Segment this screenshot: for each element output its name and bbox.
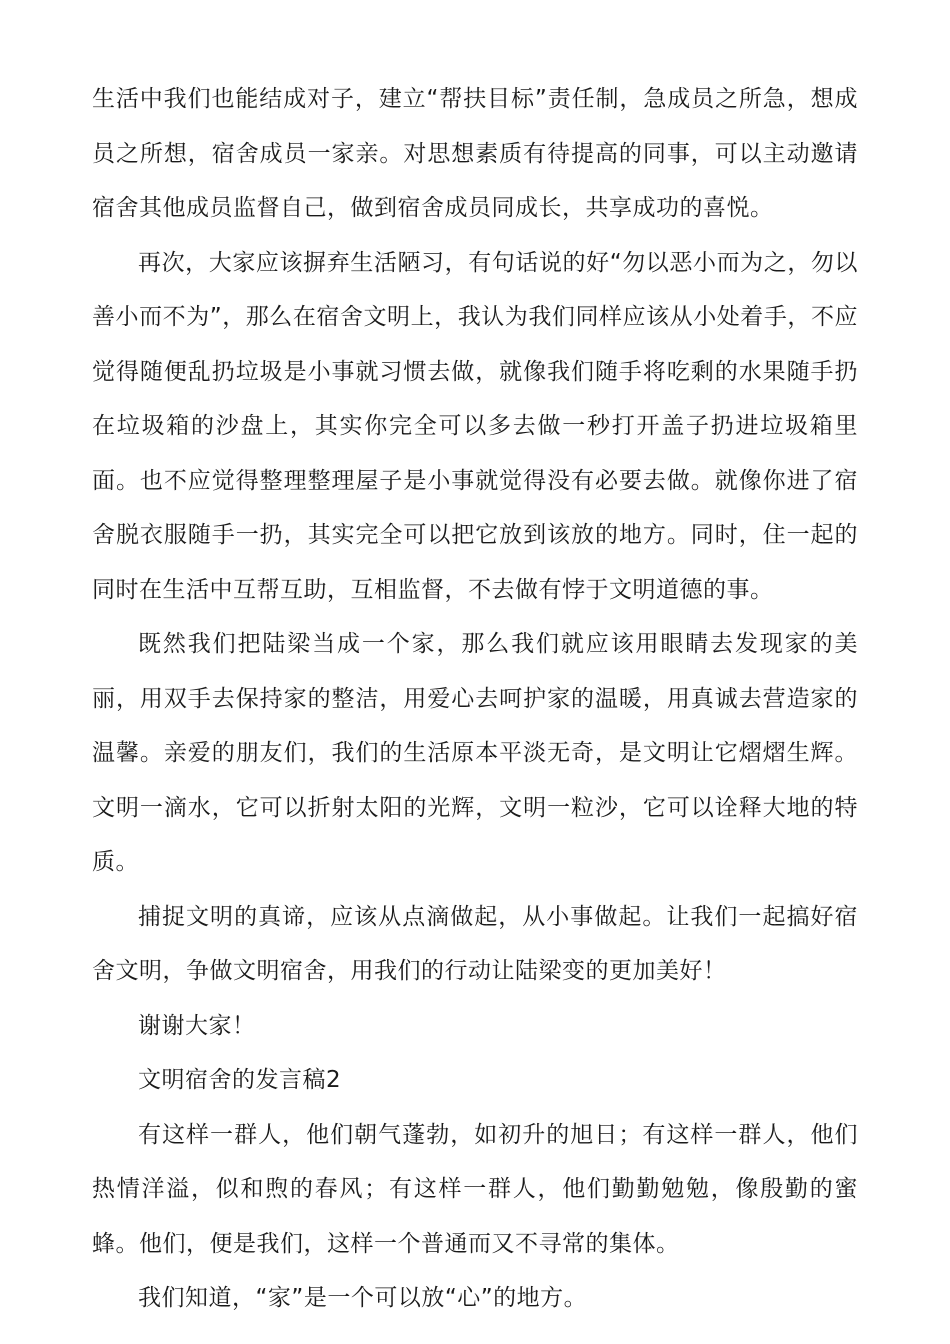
paragraph-4: 捕捉文明的真谛，应该从点滴做起，从小事做起。让我们一起搞好宿舍文明，争做文明宿舍，用我们的行动让陆梁变的更加美好！ — [92, 903, 858, 984]
section-title: 文明宿舍的发言稿2 — [138, 1067, 342, 1093]
paragraph-2: 再次，大家应该摒弃生活陋习，有句话说的好“勿以恶小而为之，勿以善小而不为”，那么在宿舍文明上，我认为我们同样应该从小处着手，不应觉得随便乱扔垃圾是小事就习惯去做，就像我们随手将吃剩的水果随手扔在垃圾箱的沙盘上，其实你完全可以多去做一秒打开盖子扔进垃圾箱里面。也不应觉得整理整理屋子是小事就觉得没有必要去做。就像你进了宿舍脱衣服随手一扔，其实完全可以把它放到该放的地方。同时，住一起的同时在生活中互帮互助，互相监督，不去做有悖于文明道德的事。 — [92, 249, 858, 603]
paragraph-7: 有这样一群人，他们朝气蓬勃，如初升的旭日；有这样一群人，他们热情洋溢，似和煦的春风；有这样一群人，他们勤勤勉勉，像殷勤的蜜蜂。他们，便是我们，这样一个普通而又不寻常的集体。 — [92, 1121, 858, 1257]
paragraph-1: 生活中我们也能结成对子，建立“帮扶目标”责任制，急成员之所急，想成员之所想，宿舍成员一家亲。对思想素质有待提高的同事，可以主动邀请宿舍其他成员监督自己，做到宿舍成员同成长，共享成功的喜悦。 — [92, 86, 858, 221]
paragraph-3: 既然我们把陆梁当成一个家，那么我们就应该用眼睛去发现家的美丽，用双手去保持家的整洁，用爱心去呵护家的温暖，用真诚去营造家的温馨。亲爱的朋友们，我们的生活原本平淡无奇，是文明让它熠熠生辉。文明一滴水，它可以折射太阳的光辉，文明一粒沙，它可以诠释大地的特质。 — [92, 631, 858, 875]
paragraph-5: 谢谢大家！ — [138, 1012, 256, 1039]
document-body — [92, 72, 858, 1326]
paragraph-8: 我们知道，“家”是一个可以放“心”的地方。 — [138, 1285, 588, 1311]
